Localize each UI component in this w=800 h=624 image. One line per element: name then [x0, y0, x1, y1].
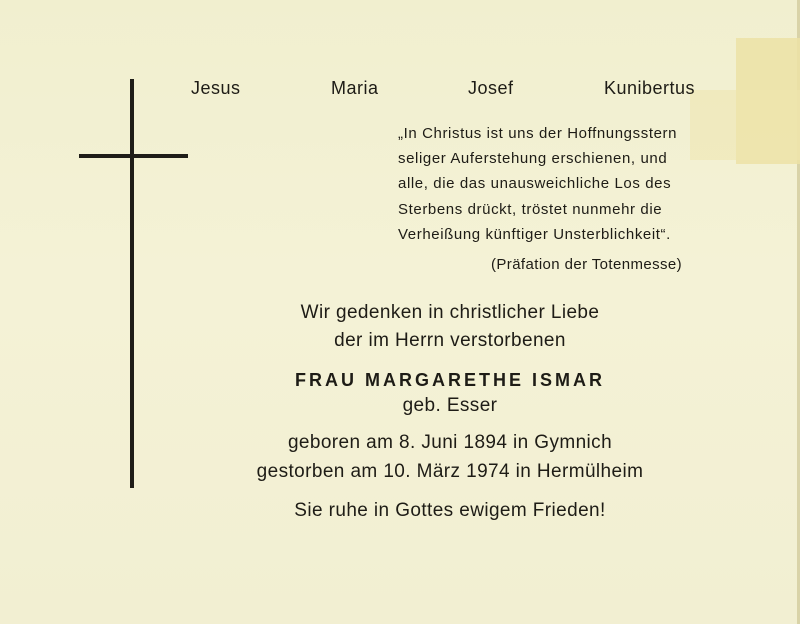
quote-line: alle, die das unausweichliche Los des: [398, 175, 672, 192]
quote-line: „In Christus ist uns der Hoffnungsstern: [398, 125, 678, 142]
cross-icon-vertical: [130, 79, 134, 488]
quote-line: seliger Auferstehung erschienen, und: [398, 150, 668, 167]
intro-line-2: der im Herrn verstorbenen: [334, 330, 566, 351]
blessing-line: Sie ruhe in Gottes ewigem Frieden!: [294, 500, 606, 521]
quote-line: Verheißung künftiger Unsterblichkeit“.: [398, 226, 671, 243]
birth-line: geboren am 8. Juni 1894 in Gymnich: [287, 432, 613, 453]
intro-line-1: Wir gedenken in christlicher Liebe: [300, 302, 600, 323]
deceased-name: FRAU MARGARETHE ISMAR: [295, 370, 605, 390]
tape-shadow: [690, 90, 800, 160]
name-kunibertus: Kunibertus: [604, 78, 696, 98]
name-josef: Josef: [468, 78, 514, 98]
maiden-name: geb. Esser: [402, 395, 498, 416]
quote-source: (Präfation der Totenmesse): [491, 256, 683, 273]
name-jesus: Jesus: [191, 78, 241, 98]
name-maria: Maria: [331, 78, 379, 98]
quote-line: Sterbens drückt, tröstet nunmehr die: [398, 201, 663, 218]
cross-icon-horizontal: [79, 154, 188, 158]
death-line: gestorben am 10. März 1974 in Hermülheim: [256, 461, 644, 482]
